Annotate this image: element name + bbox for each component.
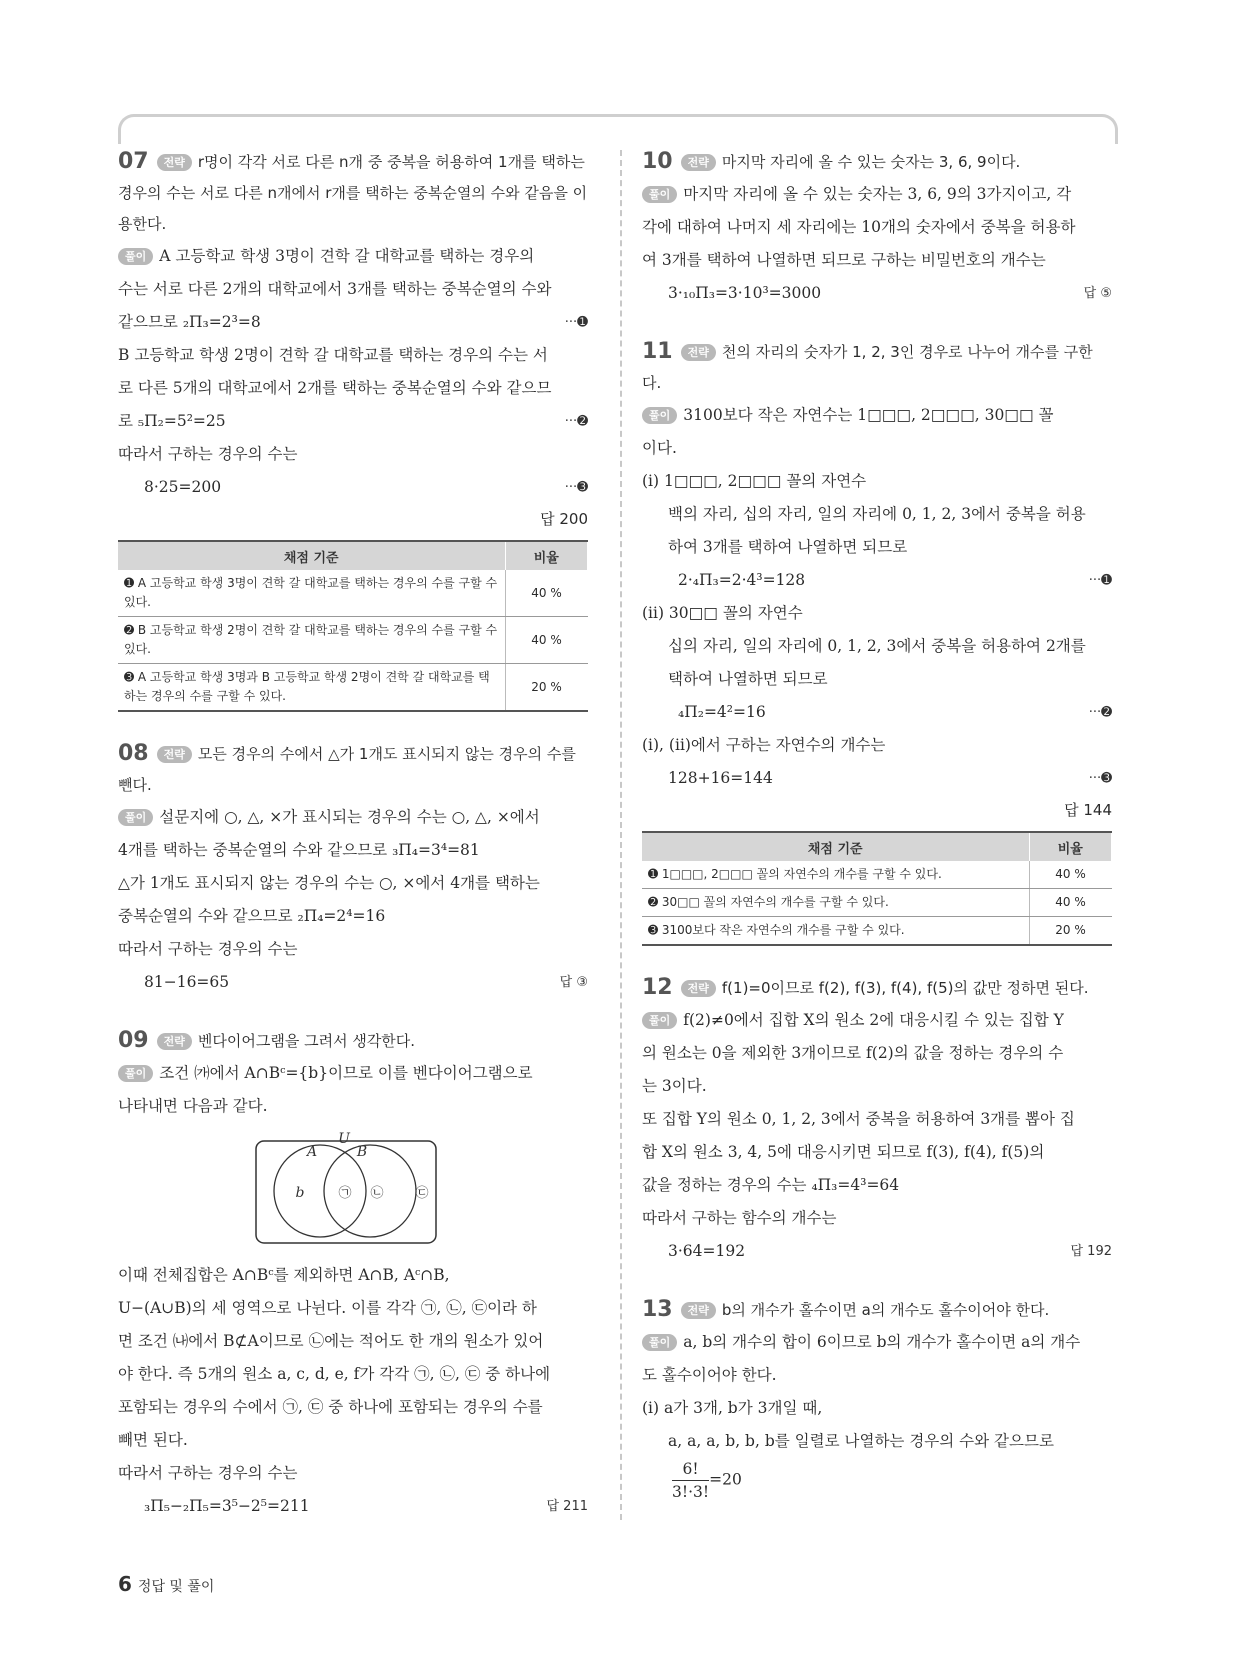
- solution-line: 81−16=65 답 ③: [118, 966, 588, 999]
- answer: 답 144: [1064, 801, 1112, 819]
- strategy-tag: 전략: [157, 746, 192, 763]
- solution-line: a, a, a, b, b, b를 일렬로 나열하는 경우의 수와 같으므로: [668, 1432, 1054, 1450]
- solution-line: △가 1개도 표시되지 않는 경우의 수는 ○, ×에서 4개를 택하는: [118, 874, 540, 892]
- solution-line: 8·25=200 ···➌: [118, 471, 588, 504]
- strategy-line: [118, 1025, 588, 1057]
- solution-line: (ⅱ) 30□□ 꼴의 자연수: [642, 604, 803, 622]
- step-marker: ···➊: [564, 315, 588, 330]
- solution-line: 풀이 조건 ㈎에서 A∩Bᶜ={b}이므로 이를 벤다이어그램으로: [118, 1057, 588, 1090]
- strategy-text: f(1)=0이므로 f(2), f(3), f(4), f(5)의 값만 정하면 된다.: [721, 979, 1089, 997]
- strategy-line: [118, 738, 588, 801]
- solution-line: 합 X의 원소 3, 4, 5에 대응시키면 되므로 f(3), f(4), f(5)의: [642, 1143, 1045, 1161]
- solution-line: 면 조건 ㈏에서 B⊄A이므로 ㉡에는 적어도 한 개의 원소가 있어: [118, 1332, 544, 1350]
- strategy-tag: 전략: [157, 1033, 192, 1050]
- solution-line: 이다.: [642, 439, 677, 457]
- strategy-line: [642, 336, 1112, 399]
- solution-line: 포함되는 경우의 수에서 ㉠, ㉢ 중 하나에 포함되는 경우의 수를: [118, 1398, 543, 1416]
- problem-number: 10: [642, 149, 673, 174]
- solution-tag: 풀이: [118, 809, 153, 826]
- step-marker: ···➋: [1088, 705, 1112, 720]
- table-header: 채점 기준: [642, 832, 1029, 861]
- strategy-text: 경우의 수는 서로 다른 n개에서 r개를 택하는 중복순열의 수와 같음을 이: [118, 184, 588, 202]
- grading-table: [118, 540, 588, 712]
- strategy-tag: 전략: [157, 154, 192, 171]
- table-row: [642, 889, 1112, 917]
- problem-number: 09: [118, 1028, 149, 1053]
- fraction: [672, 1458, 709, 1503]
- region-2: ㉡: [370, 1186, 384, 1201]
- solution-line: B 고등학교 학생 2명이 견학 갈 대학교를 택하는 경우의 수는 서: [118, 346, 548, 364]
- solution-line: 로 ₅Π₂=5²=25 ···➋: [118, 405, 588, 438]
- table-header: 비율: [1029, 832, 1112, 861]
- problem-12: [642, 972, 1112, 1268]
- step-marker: ···➌: [1088, 771, 1112, 786]
- solution-tag: 풀이: [118, 248, 153, 265]
- solution-line: 4개를 택하는 중복순열의 수와 같으므로 ₃Π₄=3⁴=81: [118, 841, 480, 859]
- label-u: U: [338, 1131, 350, 1147]
- region-3: ㉢: [415, 1186, 429, 1201]
- strategy-text: 천의 자리의 숫자가 1, 2, 3인 경우로 나누어 개수를 구한다.: [642, 343, 1093, 392]
- table-cell: 40 %: [505, 617, 588, 664]
- solution-line: 풀이 3100보다 작은 자연수는 1□□□, 2□□□, 30□□ 꼴: [642, 399, 1112, 432]
- solution-line: 2·₄Π₃=2·4³=128 ···➊: [642, 564, 1112, 597]
- strategy-tag: 전략: [681, 1302, 716, 1319]
- solution-line: (ⅰ) 1□□□, 2□□□ 꼴의 자연수: [642, 472, 867, 490]
- answer: 답 200: [540, 510, 588, 528]
- strategy-line: [642, 972, 1112, 1004]
- solution-line: 풀이 마지막 자리에 올 수 있는 숫자는 3, 6, 9의 3가지이고, 각: [642, 178, 1112, 211]
- solution-line: 의 원소는 0을 제외한 3개이므로 f(2)의 값을 정하는 경우의 수: [642, 1044, 1064, 1062]
- solution-line: 3·₁₀Π₃=3·10³=3000 답 ⑤: [642, 277, 1112, 310]
- solution-line: 풀이 설문지에 ○, △, ×가 표시되는 경우의 수는 ○, △, ×에서: [118, 801, 588, 834]
- problem-13: [642, 1294, 1112, 1503]
- strategy-tag: 전략: [681, 154, 716, 171]
- table-header-row: [642, 832, 1112, 861]
- strategy-line: [118, 146, 588, 178]
- solution-line: (ⅰ) a가 3개, b가 3개일 때,: [642, 1399, 823, 1417]
- grading-table: [642, 831, 1112, 946]
- solution-line: 풀이 A 고등학교 학생 3명이 견학 갈 대학교를 택하는 경우의: [118, 240, 588, 273]
- footer-label: 정답 및 풀이: [137, 1579, 215, 1595]
- element-b: b: [295, 1185, 305, 1201]
- problem-08: [118, 738, 588, 999]
- label-a: A: [306, 1144, 318, 1160]
- table-cell: ➌ 3100보다 작은 자연수의 개수를 구할 수 있다.: [642, 917, 1029, 946]
- table-header-row: [118, 541, 588, 570]
- problem-number: 13: [642, 1297, 673, 1322]
- solution-line: 이때 전체집합은 A∩Bᶜ를 제외하면 A∩B, Aᶜ∩B,: [118, 1266, 450, 1284]
- problem-09: [118, 1025, 588, 1523]
- solution-tag: 풀이: [642, 1012, 677, 1029]
- solution-line: 풀이 a, b의 개수의 합이 6이므로 b의 개수가 홀수이면 a의 개수: [642, 1326, 1112, 1359]
- table-cell: ➋ 30□□ 꼴의 자연수의 개수를 구할 수 있다.: [642, 889, 1029, 917]
- solution-line: 야 한다. 즉 5개의 원소 a, c, d, e, f가 각각 ㉠, ㉡, ㉢ 중 하나에: [118, 1365, 551, 1383]
- step-marker: ···➌: [564, 480, 588, 495]
- table-row: [642, 917, 1112, 946]
- strategy-text: 벤다이어그램을 그려서 생각한다.: [197, 1032, 416, 1050]
- fraction-result: =20: [709, 1470, 742, 1489]
- problem-10: [642, 146, 1112, 310]
- table-cell: ➋ B 고등학교 학생 2명이 견학 갈 대학교를 택하는 경우의 수를 구할 수 있다.: [118, 617, 505, 664]
- solution-tag: 풀이: [642, 186, 677, 203]
- table-cell: 20 %: [1029, 917, 1112, 946]
- solution-line: 따라서 구하는 경우의 수는: [118, 940, 298, 958]
- problem-11: [642, 336, 1112, 946]
- solution-line: (ⅰ), (ⅱ)에서 구하는 자연수의 개수는: [642, 736, 886, 754]
- problem-number: 08: [118, 741, 149, 766]
- table-row: [118, 664, 588, 712]
- answer: 답 ⑤: [1083, 286, 1112, 301]
- strategy-line: [642, 1294, 1112, 1326]
- answer: 답 211: [546, 1499, 588, 1514]
- set-a-circle: [274, 1145, 366, 1237]
- solution-line: ₄Π₂=4²=16 ···➋: [642, 696, 1112, 729]
- solution-line: 여 3개를 택하여 나열하면 되므로 구하는 비밀번호의 개수는: [642, 251, 1046, 269]
- solution-line: 빼면 된다.: [118, 1431, 188, 1449]
- strategy-tag: 전략: [681, 980, 716, 997]
- region-1: ㉠: [338, 1186, 352, 1201]
- table-cell: 40 %: [505, 570, 588, 617]
- solution-tag: 풀이: [642, 1334, 677, 1351]
- solution-line: 는 3이다.: [642, 1077, 707, 1095]
- page-number: 6: [118, 1572, 132, 1596]
- table-header: 채점 기준: [118, 541, 505, 570]
- step-marker: ···➋: [564, 414, 588, 429]
- solution-line: 수는 서로 다른 2개의 대학교에서 3개를 택하는 중복순열의 수와: [118, 280, 552, 298]
- strategy-text: b의 개수가 홀수이면 a의 개수도 홀수이어야 한다.: [721, 1301, 1050, 1319]
- solution-line: 하여 3개를 택하여 나열하면 되므로: [668, 538, 908, 556]
- solution-line: 나타내면 다음과 같다.: [118, 1097, 268, 1115]
- left-column: [118, 146, 588, 1549]
- solution-tag: 풀이: [118, 1065, 153, 1082]
- solution-line: 백의 자리, 십의 자리, 일의 자리에 0, 1, 2, 3에서 중복을 허용: [668, 505, 1086, 523]
- problem-07: [118, 146, 588, 712]
- solution-line: 로 다른 5개의 대학교에서 2개를 택하는 중복순열의 수와 같으므: [118, 379, 552, 397]
- solution-line: 따라서 구하는 경우의 수는: [118, 1464, 298, 1482]
- solution-line: U−(A∪B)의 세 영역으로 나뉜다. 이를 각각 ㉠, ㉡, ㉢이라 하: [118, 1299, 537, 1317]
- solution-line: 값을 정하는 경우의 수는 ₄Π₃=4³=64: [642, 1176, 900, 1194]
- table-cell: ➊ 1□□□, 2□□□ 꼴의 자연수의 개수를 구할 수 있다.: [642, 861, 1029, 889]
- strategy-text: 용한다.: [118, 215, 167, 233]
- solution-tag: 풀이: [642, 407, 677, 424]
- table-cell: 40 %: [1029, 889, 1112, 917]
- page-footer: [118, 1572, 214, 1596]
- table-cell: ➊ A 고등학교 학생 3명이 견학 갈 대학교를 택하는 경우의 수를 구할 수 있다.: [118, 570, 505, 617]
- solution-line: 도 홀수이어야 한다.: [642, 1366, 777, 1384]
- solution-line: 128+16=144 ···➌: [642, 762, 1112, 795]
- table-row: [642, 861, 1112, 889]
- solution-line: 또 집합 Y의 원소 0, 1, 2, 3에서 중복을 허용하여 3개를 뽑아 집: [642, 1110, 1075, 1128]
- answer: 답 192: [1070, 1244, 1112, 1259]
- strategy-text: 모든 경우의 수에서 △가 1개도 표시되지 않는 경우의 수를 뺀다.: [118, 745, 576, 794]
- solution-line: 따라서 구하는 경우의 수는: [118, 445, 298, 463]
- top-frame: [118, 114, 1118, 144]
- venn-diagram: [252, 1129, 442, 1249]
- solution-line: 십의 자리, 일의 자리에 0, 1, 2, 3에서 중복을 허용하여 2개를: [668, 637, 1086, 655]
- fraction-denominator: 3!·3!: [672, 1483, 710, 1501]
- label-b: B: [356, 1144, 368, 1160]
- solution-line: 따라서 구하는 함수의 개수는: [642, 1209, 837, 1227]
- problem-number: 11: [642, 339, 673, 364]
- fraction-line: [642, 1458, 1112, 1503]
- solution-line: 택하여 나열하면 되므로: [668, 670, 828, 688]
- solution-line: 같으므로 ₂Π₃=2³=8 ···➊: [118, 306, 588, 339]
- strategy-tag: 전략: [681, 344, 716, 361]
- table-row: [118, 617, 588, 664]
- column-divider: [620, 150, 622, 1520]
- solution-line: 3·64=192 답 192: [642, 1235, 1112, 1268]
- solution-line: 중복순열의 수와 같으므로 ₂Π₄=2⁴=16: [118, 907, 386, 925]
- solution-line: 각에 대하여 나머지 세 자리에는 10개의 숫자에서 중복을 허용하: [642, 218, 1076, 236]
- table-header: 비율: [505, 541, 588, 570]
- table-cell: 20 %: [505, 664, 588, 712]
- problem-number: 07: [118, 149, 149, 174]
- solution-line: 풀이 f(2)≠0에서 집합 X의 원소 2에 대응시킬 수 있는 집합 Y: [642, 1004, 1112, 1037]
- table-cell: 40 %: [1029, 861, 1112, 889]
- solution-line: ₃Π₅−₂Π₅=3⁵−2⁵=211 답 211: [118, 1490, 588, 1523]
- problem-number: 12: [642, 975, 673, 1000]
- step-marker: ···➊: [1088, 573, 1112, 588]
- strategy-text: r명이 각각 서로 다른 n개 중 중복을 허용하여 1개를 택하는: [197, 153, 585, 171]
- strategy-text: 마지막 자리에 올 수 있는 숫자는 3, 6, 9이다.: [721, 153, 1021, 171]
- answer: 답 ③: [559, 975, 588, 990]
- strategy-line: [642, 146, 1112, 178]
- table-cell: ➌ A 고등학교 학생 3명과 B 고등학교 학생 2명이 견학 갈 대학교를 택하는 경우의 수를 구할 수 있다.: [118, 664, 505, 712]
- right-column: [642, 146, 1112, 1529]
- table-row: [118, 570, 588, 617]
- fraction-numerator: 6!: [672, 1458, 709, 1481]
